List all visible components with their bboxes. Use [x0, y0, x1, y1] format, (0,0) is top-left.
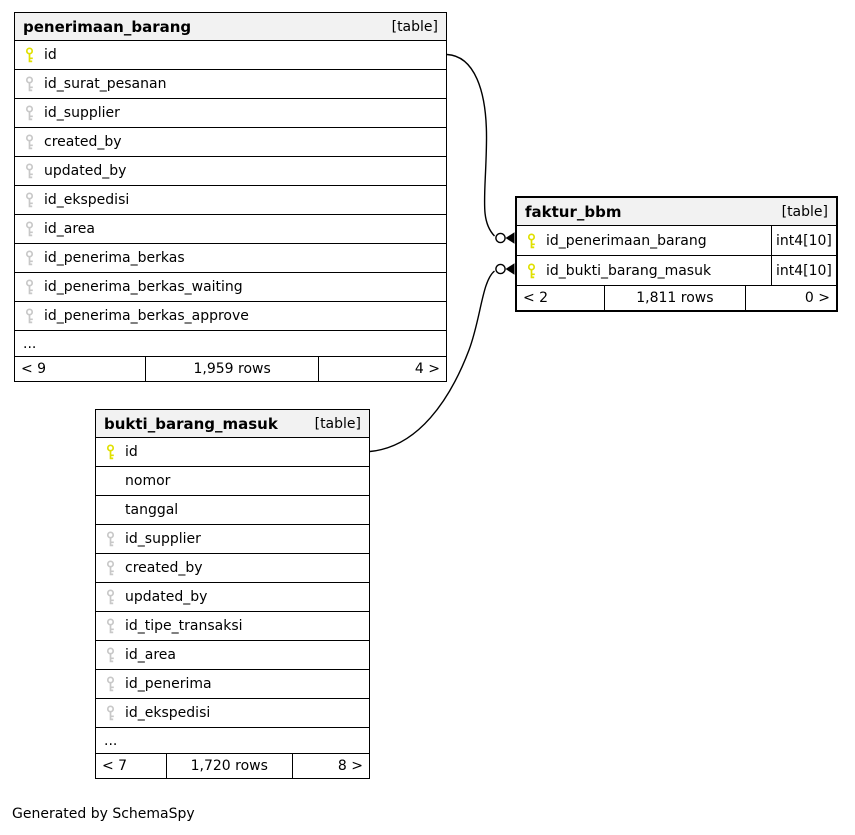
column-name: id_penerima_berkas_approve [44, 308, 249, 324]
index-key-icon-glyph [106, 618, 116, 634]
index-key-icon-glyph [25, 250, 35, 266]
column-name: id_surat_pesanan [44, 76, 167, 92]
relationship-line [447, 55, 495, 237]
column-name: id [125, 444, 138, 460]
cardinality-circle [496, 264, 505, 273]
primary-key-icon-glyph [106, 444, 116, 460]
entity-table-faktur-bbm[interactable] [515, 196, 838, 312]
index-key-icon [25, 279, 35, 295]
column-name: id_ekspedisi [44, 192, 130, 208]
columns-ellipsis: ... [15, 331, 446, 357]
entity-table-penerimaan-barang[interactable] [14, 12, 447, 382]
index-key-icon-glyph [106, 531, 116, 547]
column-name: id_penerima [125, 676, 212, 692]
column-row[interactable] [96, 612, 369, 641]
table-type-badge: [table] [781, 203, 828, 220]
column-row[interactable] [96, 583, 369, 612]
table-header[interactable] [15, 13, 446, 41]
index-key-icon [106, 705, 116, 721]
column-row[interactable] [96, 554, 369, 583]
column-row[interactable] [96, 467, 369, 496]
column-row[interactable] [15, 70, 446, 99]
column-row[interactable] [15, 99, 446, 128]
index-key-icon [106, 676, 116, 692]
column-row[interactable] [15, 215, 446, 244]
column-name: tanggal [125, 502, 179, 518]
column-name: id [44, 47, 57, 63]
column-row[interactable] [96, 699, 369, 728]
index-key-icon-glyph [25, 163, 35, 179]
row-count: 1,720 rows [167, 754, 293, 778]
parents-count: 4 > [414, 361, 440, 377]
index-key-icon [106, 531, 116, 547]
parents-count: 0 > [804, 290, 830, 306]
column-row[interactable] [96, 525, 369, 554]
column-name: id_penerimaan_barang [546, 232, 707, 249]
column-name: updated_by [125, 589, 208, 605]
column-row[interactable] [15, 302, 446, 331]
index-key-icon-glyph [106, 647, 116, 663]
cardinality-circle [496, 233, 505, 242]
relationship-penerimaan-barang-to-faktur-bbm [447, 55, 515, 244]
column-type: int4[10] [771, 256, 836, 285]
index-key-icon [25, 76, 35, 92]
table-title: penerimaan_barang [23, 17, 192, 36]
table-title: bukti_barang_masuk [104, 414, 278, 433]
column-name: id_area [44, 221, 95, 237]
column-type: int4[10] [771, 226, 836, 255]
column-name: id_penerima_berkas [44, 250, 185, 266]
column-row[interactable] [96, 438, 369, 467]
primary-key-icon [106, 444, 116, 460]
column-name: created_by [125, 560, 203, 576]
index-key-icon [106, 589, 116, 605]
column-row[interactable] [15, 244, 446, 273]
children-count: < 9 [15, 357, 146, 381]
index-key-icon-glyph [25, 105, 35, 121]
column-row[interactable] [15, 157, 446, 186]
primary-key-icon [527, 263, 537, 279]
index-key-icon [25, 134, 35, 150]
index-key-icon [25, 192, 35, 208]
index-key-icon [106, 560, 116, 576]
column-name: id_area [125, 647, 176, 663]
index-key-icon [25, 163, 35, 179]
table-stats-footer [517, 286, 836, 310]
column-name: nomor [125, 473, 171, 489]
table-header[interactable] [517, 198, 836, 226]
index-key-icon [25, 308, 35, 324]
index-key-icon [25, 105, 35, 121]
entity-table-bukti-barang-masuk[interactable] [95, 409, 370, 779]
index-key-icon-glyph [25, 76, 35, 92]
index-key-icon-glyph [25, 134, 35, 150]
children-count: < 7 [96, 754, 167, 778]
column-name: id_supplier [125, 531, 201, 547]
column-row[interactable] [96, 641, 369, 670]
index-key-icon-glyph [106, 560, 116, 576]
table-stats-footer [15, 357, 446, 381]
primary-key-icon-glyph [25, 47, 35, 63]
column-row[interactable] [96, 496, 369, 525]
row-count: 1,811 rows [605, 286, 746, 310]
index-key-icon [106, 618, 116, 634]
column-row[interactable] [15, 273, 446, 302]
index-key-icon-glyph [106, 705, 116, 721]
table-title: faktur_bbm [525, 202, 622, 221]
table-header[interactable] [96, 410, 369, 438]
index-key-icon-glyph [106, 589, 116, 605]
column-name: id_ekspedisi [125, 705, 211, 721]
arrowhead [506, 263, 515, 274]
column-name: id_bukti_barang_masuk [546, 262, 712, 279]
table-type-badge: [table] [314, 415, 361, 432]
column-row[interactable] [15, 128, 446, 157]
column-name: updated_by [44, 163, 127, 179]
index-key-icon-glyph [106, 676, 116, 692]
table-columns [15, 41, 446, 331]
children-count: < 2 [517, 286, 605, 310]
parents-count: 8 > [337, 758, 363, 774]
index-key-icon [25, 221, 35, 237]
index-key-icon-glyph [25, 308, 35, 324]
index-key-icon-glyph [25, 221, 35, 237]
table-stats-footer [96, 754, 369, 778]
generator-credit: Generated by SchemaSpy [12, 806, 195, 822]
column-row[interactable] [15, 41, 446, 70]
table-type-badge: [table] [391, 18, 438, 35]
column-row[interactable] [517, 256, 836, 286]
column-row[interactable] [15, 186, 446, 215]
primary-key-icon [25, 47, 35, 63]
column-name: id_tipe_transaksi [125, 618, 243, 634]
index-key-icon-glyph [25, 192, 35, 208]
column-name: id_supplier [44, 105, 120, 121]
column-name: created_by [44, 134, 122, 150]
index-key-icon [106, 647, 116, 663]
index-key-icon [25, 250, 35, 266]
primary-key-icon-glyph [527, 233, 537, 249]
index-key-icon-glyph [25, 279, 35, 295]
primary-key-icon [527, 233, 537, 249]
columns-ellipsis: ... [96, 728, 369, 754]
column-name: id_penerima_berkas_waiting [44, 279, 243, 295]
column-row[interactable] [517, 226, 836, 256]
column-row[interactable] [96, 670, 369, 699]
arrowhead [506, 232, 515, 243]
table-columns [517, 226, 836, 286]
table-columns [96, 438, 369, 728]
row-count: 1,959 rows [146, 357, 318, 381]
primary-key-icon-glyph [527, 263, 537, 279]
